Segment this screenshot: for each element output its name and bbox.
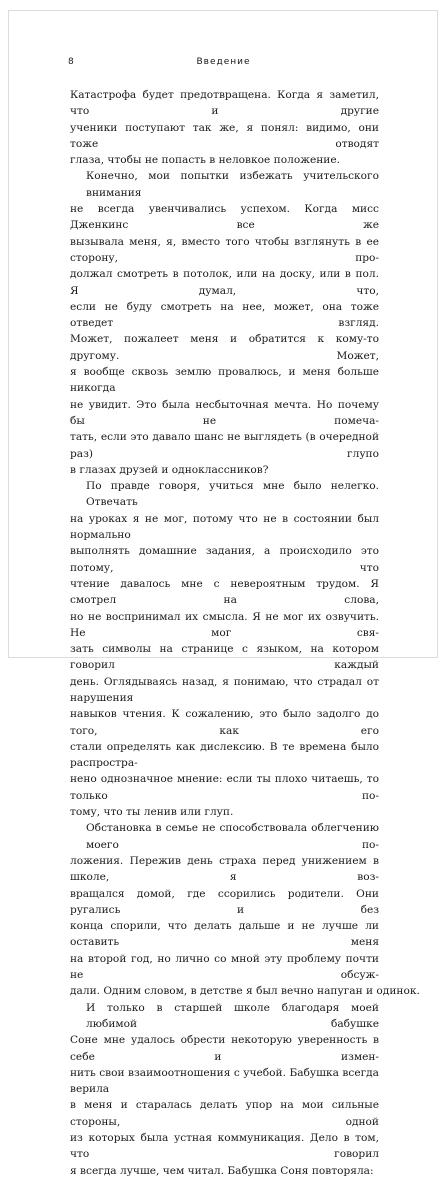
text-line: глаза, чтобы не попасть в неловкое положение. — [70, 154, 340, 167]
text-line: ложения. Пережив день страха перед унижением в школе, я воз- — [70, 854, 379, 884]
text-line: в меня и старалась делать упор на мои сильные стороны, одной — [70, 1099, 379, 1128]
text-line: вызывала меня, я, вместо того чтобы взглянуть в ее сторону, про- — [70, 235, 379, 264]
text-line: конца спорили, что делать дальше и не лучше ли оставить меня — [70, 920, 379, 949]
text-line: ученики поступают так же, я понял: видимо, они тоже отводят — [70, 121, 379, 150]
body-text — [70, 87, 420, 1179]
text-line: стали определять как дислексию. В те времена было распростра- — [70, 740, 379, 770]
text-line: Может, пожалеет меня и обратится к кому-то другому. Может, — [70, 333, 379, 362]
text-line: Обстановка в семье не способствовала облегчению моего по- — [86, 822, 379, 851]
text-line: навыков чтения. К сожалению, это было задолго до того, как его — [70, 708, 379, 737]
text-line: По правде говоря, учиться мне было нелегко. Отвечать — [86, 480, 379, 509]
text-line: нить свои взаимоотношения с учебой. Бабушка всегда верила — [70, 1066, 379, 1096]
text-line: не увидит. Это была несбыточная мечта. Но почему бы не помеча- — [70, 398, 379, 427]
page-number: 8 — [68, 57, 75, 67]
text-line: Соне мне удалось обрести некоторую уверенность в себе и измен- — [70, 1034, 379, 1063]
text-line: я всегда лучше, чем читал. Бабушка Соня повторяла: — [70, 1164, 374, 1177]
text-line: но не воспринимал их смысла. Я не мог их озвучить. Не мог свя- — [70, 610, 379, 639]
running-head — [68, 57, 379, 71]
text-line: зать символы на странице с языком, на котором говорил каждый — [70, 643, 379, 672]
text-line: если не буду смотреть на нее, может, она тоже отведет взгляд. — [70, 300, 379, 330]
text-line: я вообще сквозь землю провалюсь, и меня больше никогда — [70, 366, 379, 395]
text-line: дали. Одним словом, в детстве я был вечно напуган и одинок. — [70, 985, 420, 998]
text-line: Катастрофа будет предотвращена. Когда я заметил, что и другие — [70, 89, 379, 118]
text-line: нено однозначное мнение: если ты плохо читаешь, то только по- — [70, 773, 379, 802]
section-title: Введение — [196, 57, 251, 67]
text-line: чтение давалось мне с невероятным трудом. Я смотрел на слова, — [70, 577, 379, 607]
text-line: тать, если это давало шанс не выглядеть (в очередной раз) глупо — [70, 431, 379, 460]
text-line: И только в старшей школе благодаря моей любимой бабушке — [86, 1001, 379, 1030]
text-line: тому, что ты ленив или глуп. — [70, 806, 234, 819]
text-line: день. Оглядываясь назад, я понимаю, что страдал от нарушения — [70, 675, 379, 704]
text-line: из которых была устная коммуникация. Дело в том, что говорил — [70, 1132, 379, 1161]
text-line: должал смотреть в потолок, или на доску, или в пол. Я думал, что, — [70, 268, 379, 297]
text-line: в глазах друзей и одноклассников? — [70, 463, 269, 476]
text-line: выполнять домашние задания, а происходило это потому, что — [70, 545, 379, 574]
text-line: на уроках я не мог, потому что не в состоянии был нормально — [70, 512, 379, 542]
text-line: Конечно, мои попытки избежать учительского внимания — [86, 170, 379, 199]
text-line: вращался домой, где ссорились родители. Они ругались и без — [70, 887, 379, 916]
text-line: не всегда увенчивались успехом. Когда мисс Дженкинс все же — [70, 203, 379, 232]
text-line: на второй год, но лично со мной эту проблему почти не обсуж- — [70, 952, 379, 982]
